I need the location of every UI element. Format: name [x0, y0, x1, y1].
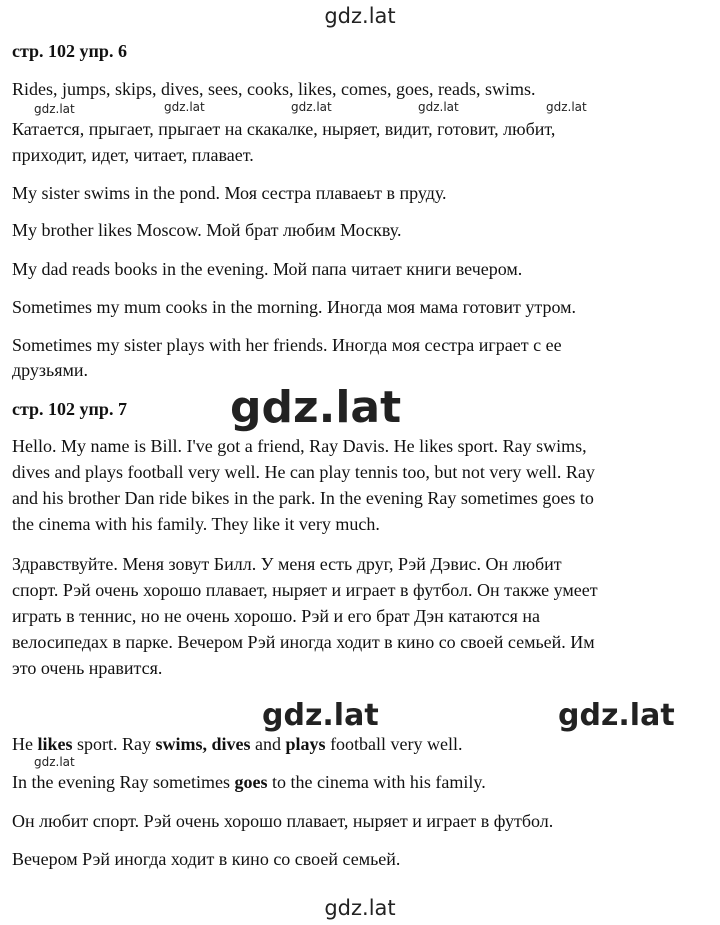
- russian-text-line: велосипедах в парке. Вечером Рэй иногда ходит в кино со своей семьей. Им: [12, 632, 595, 652]
- text-span: to the cinema with his family.: [267, 772, 486, 792]
- bold-verb: likes: [37, 734, 73, 754]
- english-text-line: dives and plays football very well. He can play tennis too, but not very well. Ray: [12, 462, 595, 482]
- watermark-small: gdz.lat: [418, 100, 459, 114]
- sentence: My dad reads books in the evening. Мой папа читает книги вечером.: [12, 259, 523, 279]
- russian-summary-line: Он любит спорт. Рэй очень хорошо плавает, ныряет и играет в футбол.: [12, 811, 554, 831]
- russian-text-line: Здравствуйте. Меня зовут Билл. У меня есть друг, Рэй Дэвис. Он любит: [12, 554, 562, 574]
- text-span: In the evening Ray sometimes: [12, 772, 235, 792]
- verb-list: Rides, jumps, skips, dives, sees, cooks, likes, comes, goes, reads, swims.: [12, 79, 536, 99]
- sentence: My sister swims in the pond. Моя сестра плаваеьт в пруду.: [12, 183, 447, 203]
- section-heading: стр. 102 упр. 7: [12, 399, 127, 419]
- section-heading: стр. 102 упр. 6: [12, 41, 127, 61]
- watermark-large: gdz.lat: [230, 382, 402, 433]
- english-text-line: Hello. My name is Bill. I've got a friend, Ray Davis. He likes sport. Ray swims,: [12, 436, 587, 456]
- sentence: друзьями.: [12, 360, 89, 380]
- sentence: Sometimes my mum cooks in the morning. Иногда моя мама готовит утром.: [12, 297, 577, 317]
- russian-summary-line: Вечером Рэй иногда ходит в кино со своей семьей.: [12, 849, 401, 869]
- watermark-medium: gdz.lat: [558, 698, 675, 733]
- sentence: My brother likes Moscow. Мой брат любим Москву.: [12, 220, 402, 240]
- text-span: football very well.: [325, 734, 463, 754]
- translation-line: Катается, прыгает, прыгает на скакалке, ныряет, видит, готовит, любит,: [12, 119, 556, 139]
- english-text-line: and his brother Dan ride bikes in the park. In the evening Ray sometimes goes to: [12, 488, 594, 508]
- text-span: and: [250, 734, 286, 754]
- russian-text-line: спорт. Рэй очень хорошо плавает, ныряет и играет в футбол. Он также умеет: [12, 580, 598, 600]
- bold-verb: swims, dives: [155, 734, 251, 754]
- watermark-small: gdz.lat: [34, 102, 75, 116]
- text-span: sport. Ray: [72, 734, 156, 754]
- watermark-medium: gdz.lat: [262, 698, 379, 733]
- highlighted-sentence: [12, 731, 712, 757]
- russian-text-line: это очень нравится.: [12, 658, 163, 678]
- russian-text-line: играть в теннис, но не очень хорошо. Рэй и его брат Дэн катаются на: [12, 606, 541, 626]
- highlighted-sentence: [12, 769, 712, 795]
- bold-verb: plays: [285, 734, 326, 754]
- watermark-top: gdz.lat: [324, 4, 396, 28]
- text-span: He: [12, 734, 38, 754]
- watermark-small: gdz.lat: [291, 100, 332, 114]
- sentence: Sometimes my sister plays with her friends. Иногда моя сестра играет с ее: [12, 335, 562, 355]
- bold-verb: goes: [234, 772, 268, 792]
- watermark-small: gdz.lat: [34, 755, 75, 769]
- watermark-bottom: gdz.lat: [324, 896, 396, 920]
- watermark-small: gdz.lat: [546, 100, 587, 114]
- english-text-line: the cinema with his family. They like it very much.: [12, 514, 380, 534]
- watermark-small: gdz.lat: [164, 100, 205, 114]
- translation-line: приходит, идет, читает, плавает.: [12, 145, 254, 165]
